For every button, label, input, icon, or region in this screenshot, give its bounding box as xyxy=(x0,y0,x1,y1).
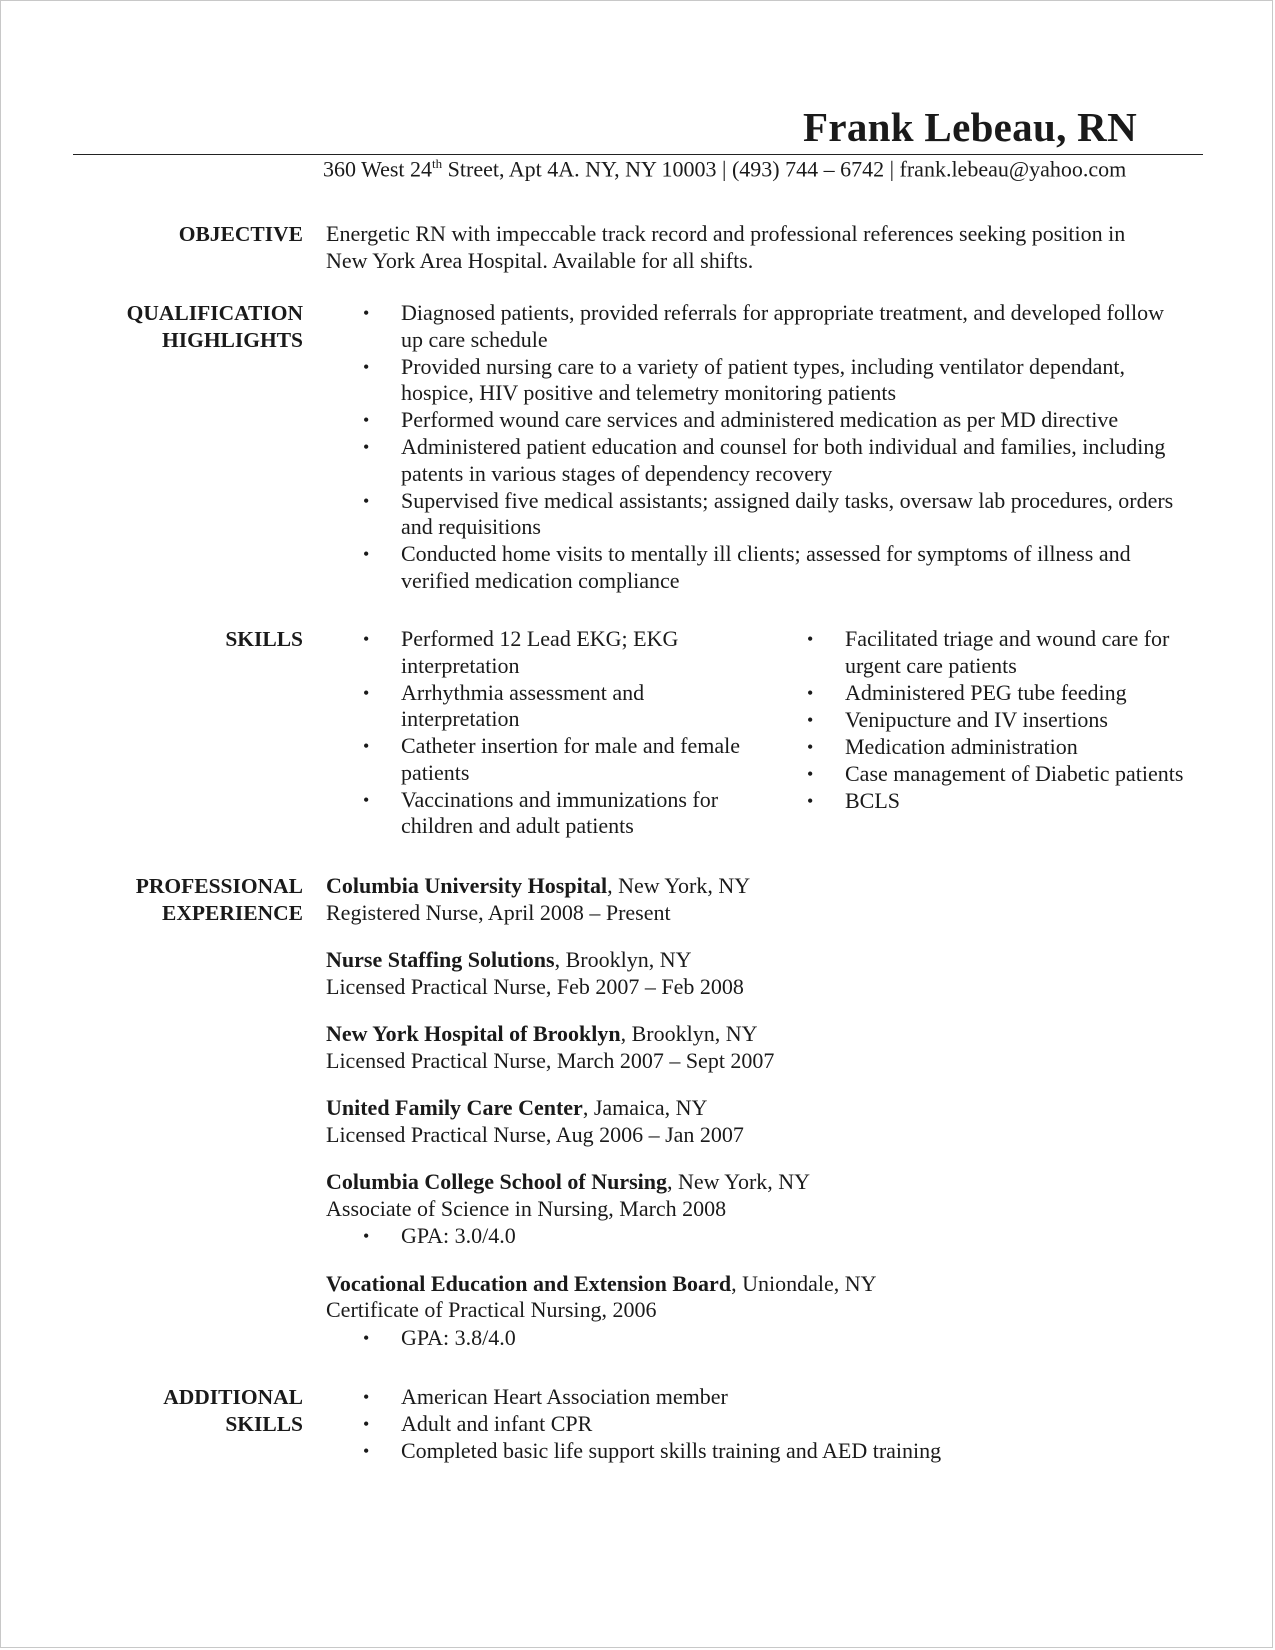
experience-heading xyxy=(91,873,303,926)
organization-name: Columbia College School of Nursing xyxy=(326,1169,668,1194)
entry-heading xyxy=(326,1095,1216,1122)
experience-heading-line1: PROFESSIONAL xyxy=(135,874,303,898)
bullet-text: Medication administration xyxy=(845,733,1078,759)
bullet-dot-icon: • xyxy=(363,1414,370,1434)
entry-detail-list xyxy=(326,1223,1216,1250)
experience-entry xyxy=(326,947,1216,1000)
skills-right-list xyxy=(770,626,1190,814)
experience-entry xyxy=(326,1169,1216,1250)
contact-line xyxy=(323,156,1126,182)
qualifications-heading-line1: QUALIFICATION xyxy=(126,301,303,325)
bullet-dot-icon: • xyxy=(363,490,370,511)
role-and-dates: Licensed Practical Nurse, March 2007 – Sept 2007 xyxy=(326,1047,775,1073)
organization-location: , Brooklyn, NY xyxy=(620,1021,758,1046)
skills-right-column xyxy=(770,626,1190,815)
bullet-item xyxy=(326,354,1176,407)
role-and-dates: Licensed Practical Nurse, Feb 2007 – Feb 2008 xyxy=(326,973,744,999)
additional-skills-heading xyxy=(91,1384,303,1437)
bullet-dot-icon: • xyxy=(363,736,370,756)
bullet-dot-icon: • xyxy=(363,544,370,564)
bullet-item xyxy=(326,434,1176,487)
experience-list xyxy=(326,873,1216,1372)
address-ordinal: th xyxy=(432,156,443,171)
bullet-item xyxy=(326,1384,1216,1411)
bullet-item xyxy=(326,680,746,733)
bullet-item xyxy=(326,733,746,786)
experience-entry xyxy=(326,873,1216,926)
experience-entry xyxy=(326,1021,1216,1074)
bullet-item xyxy=(326,541,1176,594)
bullet-text: Completed basic life support skills training and AED training xyxy=(401,1438,942,1463)
bullet-text: Performed wound care services and administered medication as per MD directive xyxy=(401,407,1119,432)
experience-heading-line2: EXPERIENCE xyxy=(162,900,303,925)
header-divider xyxy=(73,154,1203,155)
bullet-text: Provided nursing care to a variety of patient types, including ventilator dependant, hospice, HIV positive and telemetry monitoring patients xyxy=(401,353,1125,405)
organization-name: Nurse Staffing Solutions xyxy=(326,947,555,972)
bullet-dot-icon: • xyxy=(807,682,814,703)
entry-heading xyxy=(326,873,1216,900)
bullet-dot-icon: • xyxy=(363,410,370,430)
organization-location: , New York, NY xyxy=(607,873,751,898)
additional-skills-wrap xyxy=(326,1384,1216,1465)
bullet-text: Administered patient education and counsel for both individual and families, including patents in various stages of dependency recovery xyxy=(401,434,1166,486)
entry-heading xyxy=(326,1021,1216,1048)
bullet-dot-icon: • xyxy=(363,437,370,457)
role-and-dates: Registered Nurse, April 2008 – Present xyxy=(326,899,671,925)
bullet-item xyxy=(770,734,1190,761)
additional-heading-line2: SKILLS xyxy=(225,1411,303,1436)
bullet-item xyxy=(326,407,1176,434)
bullet-dot-icon: • xyxy=(807,763,814,784)
organization-name: Vocational Education and Extension Board xyxy=(326,1270,732,1296)
bullet-dot-icon: • xyxy=(363,1441,370,1461)
bullet-text: Administered PEG tube feeding xyxy=(845,679,1127,705)
bullet-item xyxy=(770,761,1190,788)
bullet-text: American Heart Association member xyxy=(401,1384,728,1409)
bullet-dot-icon: • xyxy=(363,682,370,703)
bullet-dot-icon: • xyxy=(363,1226,370,1246)
additional-heading-line1: ADDITIONAL xyxy=(163,1385,303,1409)
bullet-item xyxy=(326,300,1176,353)
organization-location: , Jamaica, NY xyxy=(582,1095,708,1120)
qualifications-heading xyxy=(91,300,303,353)
bullet-text: Conducted home visits to mentally ill clients; assessed for symptoms of illness and verified medication compliance xyxy=(401,541,1131,593)
role-and-dates: Certificate of Practical Nursing, 2006 xyxy=(326,1297,657,1322)
objective-text: Energetic RN with impeccable track record and professional references seeking position in New York Area Hospital. Available for all shifts. xyxy=(326,221,1126,273)
bullet-text: Facilitated triage and wound care for urgent care patients xyxy=(845,626,1170,678)
bullet-text: Supervised five medical assistants; assigned daily tasks, oversaw lab procedures, orders and requisitions xyxy=(401,487,1174,539)
qualifications-list xyxy=(326,300,1176,594)
entry-heading xyxy=(326,1271,1216,1298)
bullet-text: Catheter insertion for male and female patients xyxy=(401,733,741,785)
bullet-item xyxy=(326,1438,1216,1465)
bullet-item xyxy=(770,707,1190,734)
additional-skills-list xyxy=(326,1384,1216,1465)
bullet-dot-icon: • xyxy=(363,789,370,810)
bullet-item xyxy=(326,626,746,679)
bullet-text: BCLS xyxy=(845,787,901,813)
bullet-dot-icon: • xyxy=(363,303,370,323)
qualifications-heading-line2: HIGHLIGHTS xyxy=(162,327,303,352)
bullet-item xyxy=(326,488,1176,541)
bullet-item xyxy=(770,788,1190,815)
bullet-text: Vaccinations and immunizations for children and adult patients xyxy=(401,786,719,838)
gpa-text: GPA: 3.8/4.0 xyxy=(401,1324,516,1350)
organization-location: , New York, NY xyxy=(667,1169,811,1194)
applicant-name: Frank Lebeau, RN xyxy=(803,104,1137,150)
skills-left-list xyxy=(326,626,746,840)
skills-heading: SKILLS xyxy=(225,627,303,651)
qualifications-list-wrap xyxy=(326,300,1176,595)
bullet-item xyxy=(326,787,746,840)
bullet-dot-icon: • xyxy=(807,629,814,649)
organization-location: , Brooklyn, NY xyxy=(554,947,692,972)
skills-left-column xyxy=(326,626,746,840)
experience-entry xyxy=(326,1271,1216,1352)
organization-location: , Uniondale, NY xyxy=(731,1270,877,1296)
bullet-dot-icon: • xyxy=(807,790,814,811)
entry-heading xyxy=(326,1169,1216,1196)
objective-heading: OBJECTIVE xyxy=(178,222,303,246)
bullet-dot-icon: • xyxy=(363,1387,370,1407)
bullet-item xyxy=(326,1325,1216,1352)
role-and-dates: Licensed Practical Nurse, Aug 2006 – Jan 2007 xyxy=(326,1121,744,1147)
bullet-text: Arrhythmia assessment and interpretation xyxy=(401,679,645,731)
experience-entry xyxy=(326,1095,1216,1148)
bullet-dot-icon: • xyxy=(363,356,370,377)
bullet-text: Adult and infant CPR xyxy=(401,1411,593,1436)
bullet-dot-icon: • xyxy=(363,1327,370,1348)
role-and-dates: Associate of Science in Nursing, March 2008 xyxy=(326,1195,727,1221)
organization-name: New York Hospital of Brooklyn xyxy=(326,1021,621,1046)
entry-detail-list xyxy=(326,1325,1216,1352)
organization-name: Columbia University Hospital xyxy=(326,873,608,898)
bullet-dot-icon: • xyxy=(807,736,814,757)
bullet-text: Venipucture and IV insertions xyxy=(845,706,1108,732)
bullet-text: Performed 12 Lead EKG; EKG interpretation xyxy=(401,626,679,678)
bullet-text: Case management of Diabetic patients xyxy=(845,760,1184,786)
bullet-item xyxy=(770,680,1190,707)
address-rest: Street, Apt 4A. NY, NY 10003 | (493) 744 – 6742 | frank.lebeau@yahoo.com xyxy=(442,156,1127,182)
bullet-dot-icon: • xyxy=(363,629,370,649)
organization-name: United Family Care Center xyxy=(326,1095,583,1120)
bullet-item xyxy=(326,1223,1216,1250)
bullet-item xyxy=(770,626,1190,679)
bullet-text: Diagnosed patients, provided referrals for appropriate treatment, and developed follow up care schedule xyxy=(401,300,1164,352)
bullet-dot-icon: • xyxy=(807,709,814,730)
address-start: 360 West 24 xyxy=(323,156,433,182)
bullet-item xyxy=(326,1411,1216,1438)
gpa-text: GPA: 3.0/4.0 xyxy=(401,1223,516,1248)
entry-heading xyxy=(326,947,1216,974)
